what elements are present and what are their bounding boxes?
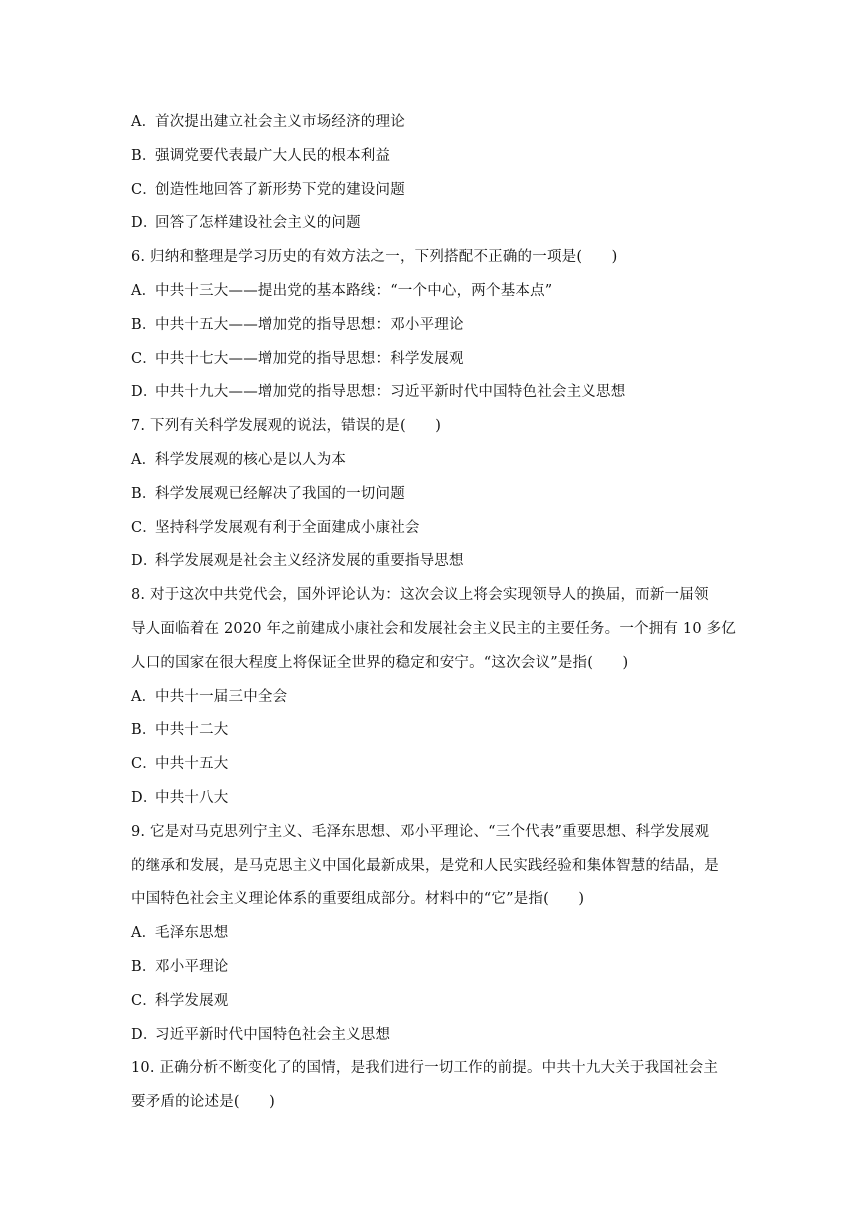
option-letter: B．: [131, 722, 157, 739]
option-text: 中共十一届三中全会: [155, 688, 288, 705]
option-letter: C．: [131, 992, 157, 1009]
option-letter: C．: [131, 756, 157, 773]
question-line: 6. 归纳和整理是学习历史的有效方法之一，下列搭配不正确的一项是( ): [131, 249, 618, 266]
option-text: 科学发展观已经解决了我国的一切问题: [155, 485, 405, 502]
option-text: 邓小平理论: [155, 958, 229, 975]
option-letter: A．: [131, 451, 157, 468]
option-letter: C．: [131, 350, 157, 367]
option-letter: B．: [131, 485, 157, 502]
question-line: 要矛盾的论述是( ): [131, 1094, 276, 1111]
question-stem: [131, 410, 731, 444]
question-line: 9. 它是对马克思列宁主义、毛泽东思想、邓小平理论、“三个代表”重要思想、科学发展观: [131, 823, 710, 840]
option-letter: A．: [131, 925, 157, 942]
question-stem: [131, 816, 731, 917]
answer-option: [131, 681, 731, 715]
answer-option: [131, 748, 731, 782]
answer-option: [131, 444, 731, 478]
option-letter: C．: [131, 181, 157, 198]
option-text: 强调党要代表最广大人民的根本利益: [155, 147, 391, 164]
option-letter: A．: [131, 688, 157, 705]
option-text: 科学发展观的核心是以人为本: [155, 451, 347, 468]
answer-option: [131, 309, 731, 343]
question-line: 8. 对于这次中共党代会，国外评论认为：这次会议上将会实现领导人的换届，而新一届领: [131, 587, 709, 604]
option-letter: D．: [131, 553, 158, 570]
answer-option: [131, 1019, 731, 1053]
option-text: 毛泽东思想: [155, 925, 229, 942]
question-stem: [131, 579, 736, 680]
option-letter: D．: [131, 215, 158, 232]
exam-content: [131, 106, 736, 1120]
question-line: 7. 下列有关科学发展观的说法，错误的是( ): [131, 418, 442, 435]
option-text: 首次提出建立社会主义市场经济的理论: [155, 114, 405, 130]
option-text: 中共十五大: [155, 756, 229, 773]
option-text: 科学发展观是社会主义经济发展的重要指导思想: [155, 553, 464, 570]
answer-option: [131, 478, 731, 512]
answer-option: [131, 512, 731, 546]
question-line: 导人面临着在 2020 年之前建成小康社会和发展社会主义民主的主要任务。一个拥有 10 多亿: [131, 620, 736, 637]
option-text: 科学发展观: [155, 992, 229, 1009]
option-letter: D．: [131, 789, 158, 806]
option-text: 中共十五大——增加党的指导思想：邓小平理论: [155, 316, 464, 333]
answer-option: [131, 951, 731, 985]
answer-option: [131, 545, 731, 579]
question-stem: [131, 1052, 731, 1120]
option-text: 中共十三大——提出党的基本路线：“一个中心，两个基本点”: [155, 282, 553, 299]
option-text: 回答了怎样建设社会主义的问题: [155, 215, 361, 232]
option-letter: B．: [131, 316, 157, 333]
option-text: 中共十二大: [155, 722, 229, 739]
option-letter: A．: [131, 282, 157, 299]
option-letter: B．: [131, 147, 157, 164]
answer-option: [131, 782, 731, 816]
answer-option: [131, 207, 731, 241]
option-text: 创造性地回答了新形势下党的建设问题: [155, 181, 405, 198]
question-stem: [131, 241, 731, 275]
answer-option: [131, 106, 731, 140]
answer-option: [131, 917, 731, 951]
option-letter: C．: [131, 519, 157, 536]
option-text: 中共十八大: [155, 789, 229, 806]
answer-option: [131, 343, 731, 377]
question-line: 10. 正确分析不断变化了的国情，是我们进行一切工作的前提。中共十九大关于我国社会主: [131, 1060, 719, 1077]
option-letter: A．: [131, 114, 157, 130]
question-line: 人口的国家在很大程度上将保证全世界的稳定和安宁。“这次会议”是指( ): [131, 654, 629, 671]
answer-option: [131, 985, 731, 1019]
answer-option: [131, 140, 731, 174]
answer-option: [131, 376, 731, 410]
option-letter: B．: [131, 958, 157, 975]
question-line: 中国特色社会主义理论体系的重要组成部分。材料中的“它”是指( ): [131, 891, 585, 908]
answer-option: [131, 275, 731, 309]
option-letter: D．: [131, 384, 158, 401]
question-line: 的继承和发展，是马克思主义中国化最新成果，是党和人民实践经验和集体智慧的结晶，是: [131, 857, 719, 874]
option-text: 中共十九大——增加党的指导思想：习近平新时代中国特色社会主义思想: [155, 384, 626, 401]
answer-option: [131, 174, 731, 208]
option-text: 坚持科学发展观有利于全面建成小康社会: [155, 519, 420, 536]
option-text: 习近平新时代中国特色社会主义思想: [155, 1026, 391, 1043]
answer-option: [131, 714, 731, 748]
option-text: 中共十七大——增加党的指导思想：科学发展观: [155, 350, 464, 367]
option-letter: D．: [131, 1026, 158, 1043]
